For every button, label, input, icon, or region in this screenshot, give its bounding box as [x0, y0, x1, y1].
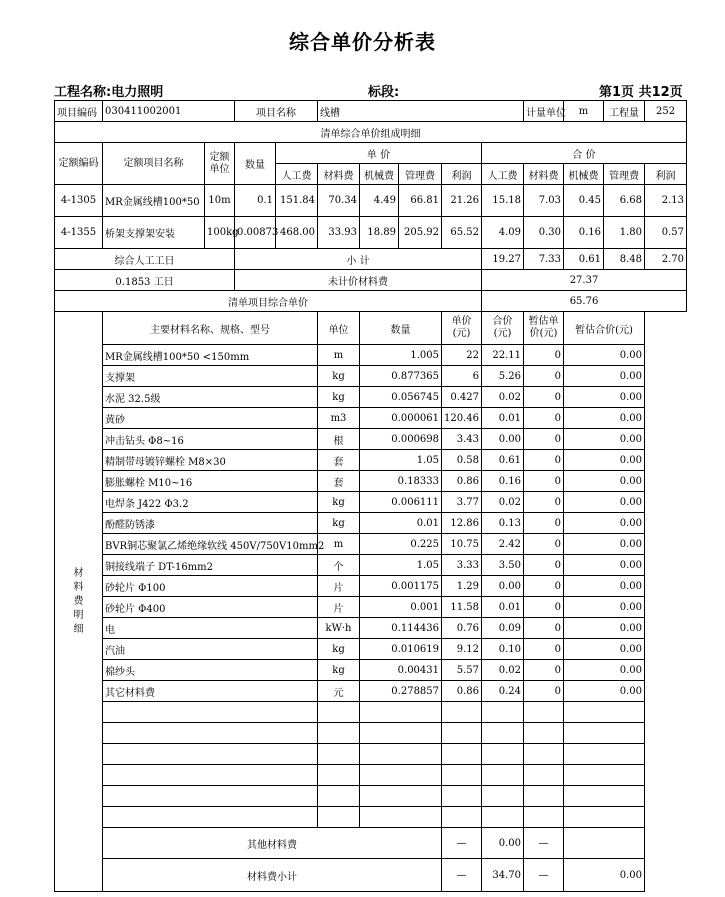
- quota-machine: 4.49: [360, 185, 399, 217]
- material-unit: kg: [318, 366, 360, 387]
- material-row: [55, 555, 687, 576]
- material-est-price: 0: [524, 576, 564, 597]
- quota-management: 66.81: [399, 185, 442, 217]
- material-total: 0.01: [482, 408, 524, 429]
- material-est-total: 0.00: [564, 681, 645, 702]
- material-price: 6: [442, 366, 482, 387]
- quota-row: [55, 217, 687, 249]
- material-row: [55, 450, 687, 471]
- material-total: [482, 702, 524, 723]
- quota-labor: 151.84: [276, 185, 318, 217]
- material-price: 3.43: [442, 429, 482, 450]
- quota-t-labor: 4.09: [482, 217, 524, 249]
- material-row: [55, 492, 687, 513]
- material-qty: 0.18333: [360, 471, 442, 492]
- item-unit: m: [564, 101, 604, 122]
- material-price: 0.427: [442, 387, 482, 408]
- material-row: [55, 513, 687, 534]
- material-name: [103, 765, 318, 786]
- material-est-price: 0: [524, 345, 564, 366]
- workdays: 0.1853 工日: [55, 270, 235, 291]
- material-est-total: 0.00: [564, 534, 645, 555]
- material-est-total: 0.00: [564, 387, 645, 408]
- material-price: 3.33: [442, 555, 482, 576]
- material-est-price: 0: [524, 366, 564, 387]
- material-price: 0.76: [442, 618, 482, 639]
- material-unit: m: [318, 345, 360, 366]
- material-unit: 片: [318, 576, 360, 597]
- material-side-label: 材 料 费 明 细: [55, 312, 103, 892]
- material-total: 0.10: [482, 639, 524, 660]
- material-total: 0.01: [482, 597, 524, 618]
- material-total: 0.00: [482, 576, 524, 597]
- material-unit: kg: [318, 639, 360, 660]
- material-detail: [55, 312, 687, 892]
- material-unit: m: [318, 534, 360, 555]
- subtotal-labor: 19.27: [482, 249, 524, 270]
- material-qty: 0.01: [360, 513, 442, 534]
- material-qty: 1.005: [360, 345, 442, 366]
- header-t-material: 材料费: [524, 164, 564, 185]
- material-total: 0.13: [482, 513, 524, 534]
- material-subtotal-row: [55, 859, 687, 892]
- material-price: 3.77: [442, 492, 482, 513]
- quota-t-machine: 0.16: [564, 217, 604, 249]
- header-t-machine: 机械费: [564, 164, 604, 185]
- material-name: [103, 744, 318, 765]
- material-price: 120.46: [442, 408, 482, 429]
- material-name: 精制带母镀锌螺栓 M8×30: [103, 450, 318, 471]
- material-total: 0.02: [482, 387, 524, 408]
- material-total: 0.00: [482, 429, 524, 450]
- material-price: [442, 807, 482, 828]
- unpriced-label: 未计价材料费: [235, 270, 482, 291]
- material-price: 22: [442, 345, 482, 366]
- material-unit: kg: [318, 387, 360, 408]
- material-qty: 0.056745: [360, 387, 442, 408]
- material-price: 1.29: [442, 576, 482, 597]
- material-empty-row: [55, 702, 687, 723]
- material-qty: [360, 786, 442, 807]
- material-name: 冲击钻头 Φ8~16: [103, 429, 318, 450]
- material-name: 支撑架: [103, 366, 318, 387]
- quota-code: 4-1355: [55, 217, 103, 249]
- quota-qty: 0.00873: [235, 217, 276, 249]
- material-name: 砂轮片 Φ100: [103, 576, 318, 597]
- material-est-price: [524, 807, 564, 828]
- material-subtotal-row-price: —: [442, 859, 482, 892]
- header-material-price: 单价(元): [442, 312, 482, 345]
- header-labor: 人工费: [276, 164, 318, 185]
- quota-name: 桥架支撑架安装: [103, 217, 205, 249]
- material-est-price: 0: [524, 555, 564, 576]
- material-est-total: [564, 807, 645, 828]
- material-price: 11.58: [442, 597, 482, 618]
- material-est-total: [564, 723, 645, 744]
- material-row: [55, 597, 687, 618]
- material-price: [442, 723, 482, 744]
- material-qty: [360, 702, 442, 723]
- material-name: 汽油: [103, 639, 318, 660]
- material-price: [442, 786, 482, 807]
- material-empty-row: [55, 786, 687, 807]
- material-unit: 个: [318, 555, 360, 576]
- material-unit: kg: [318, 513, 360, 534]
- quota-qty: 0.1: [235, 185, 276, 217]
- material-est-total: [564, 786, 645, 807]
- material-qty: 0.114436: [360, 618, 442, 639]
- material-name: 棉纱头: [103, 660, 318, 681]
- material-row: [55, 387, 687, 408]
- material-unit: [318, 786, 360, 807]
- material-total: [482, 786, 524, 807]
- material-name: MR金属线槽100*50 <150mm: [103, 345, 318, 366]
- analysis-table: [54, 100, 687, 892]
- material-row: [55, 618, 687, 639]
- quota-material: 33.93: [318, 217, 360, 249]
- detail-section-title: 清单综合单价组成明细: [55, 122, 687, 143]
- material-est-price: 0: [524, 408, 564, 429]
- material-total: 0.24: [482, 681, 524, 702]
- header-material-est-total: 暂估合价(元): [564, 312, 645, 345]
- header-material-name: 主要材料名称、规格、型号: [103, 312, 318, 345]
- material-qty: 1.05: [360, 555, 442, 576]
- other-material-row-est-price: —: [524, 828, 564, 859]
- header-t-profit: 利润: [645, 164, 687, 185]
- material-qty: 1.05: [360, 450, 442, 471]
- material-est-total: 0.00: [564, 555, 645, 576]
- material-row: [55, 345, 687, 366]
- quota-t-material: 0.30: [524, 217, 564, 249]
- material-est-price: 0: [524, 450, 564, 471]
- material-est-price: [524, 702, 564, 723]
- material-total: [482, 744, 524, 765]
- material-total: 0.02: [482, 660, 524, 681]
- material-empty-row: [55, 744, 687, 765]
- material-subtotal-row-est-total: 0.00: [564, 859, 645, 892]
- material-price: 0.58: [442, 450, 482, 471]
- material-row: [55, 408, 687, 429]
- material-row: [55, 429, 687, 450]
- material-price: 10.75: [442, 534, 482, 555]
- material-unit: m3: [318, 408, 360, 429]
- material-total: 0.02: [482, 492, 524, 513]
- material-row: [55, 639, 687, 660]
- material-total: [482, 723, 524, 744]
- subtotal-material: 7.33: [524, 249, 564, 270]
- material-est-total: [564, 702, 645, 723]
- material-qty: [360, 723, 442, 744]
- material-est-total: 0.00: [564, 492, 645, 513]
- material-qty: 0.278857: [360, 681, 442, 702]
- material-est-total: 0.00: [564, 618, 645, 639]
- quota-t-profit: 0.57: [645, 217, 687, 249]
- quota-header-row-1: [55, 143, 687, 164]
- material-qty: 0.000061: [360, 408, 442, 429]
- material-total: [482, 765, 524, 786]
- material-est-total: 0.00: [564, 366, 645, 387]
- material-header-row: [55, 312, 687, 345]
- subtotal-label: 小 计: [235, 249, 482, 270]
- material-name: 水泥 32.5级: [103, 387, 318, 408]
- header-material-total: 合价(元): [482, 312, 524, 345]
- project-name: [54, 81, 163, 100]
- quota-code: 4-1305: [55, 185, 103, 217]
- material-qty: 0.006111: [360, 492, 442, 513]
- material-unit: [318, 807, 360, 828]
- material-subtotal-row-est-price: —: [524, 859, 564, 892]
- material-est-price: 0: [524, 429, 564, 450]
- header-quota-qty: 数量: [235, 143, 276, 185]
- material-est-price: 0: [524, 534, 564, 555]
- material-total: 0.09: [482, 618, 524, 639]
- material-price: [442, 702, 482, 723]
- material-qty: [360, 807, 442, 828]
- material-price: 12.86: [442, 513, 482, 534]
- material-name: 铜接线端子 DT-16mm2: [103, 555, 318, 576]
- material-unit: kW·h: [318, 618, 360, 639]
- material-qty: 0.001175: [360, 576, 442, 597]
- item-code-label: 项目编码: [55, 101, 103, 122]
- material-name: 砂轮片 Φ400: [103, 597, 318, 618]
- material-qty: 0.00431: [360, 660, 442, 681]
- unpriced-row: [55, 270, 687, 291]
- material-est-total: 0.00: [564, 471, 645, 492]
- material-total: 0.16: [482, 471, 524, 492]
- quota-name: MR金属线槽100*50: [103, 185, 205, 217]
- material-est-price: [524, 723, 564, 744]
- material-row: [55, 681, 687, 702]
- quota-t-management: 6.68: [604, 185, 645, 217]
- unit-price-value: 65.76: [482, 291, 687, 312]
- header-quota-name: 定额项目名称: [103, 143, 205, 185]
- header-unit-price: 单 价: [276, 143, 482, 164]
- subtotal-row: [55, 249, 687, 270]
- material-est-total: 0.00: [564, 408, 645, 429]
- material-est-total: 0.00: [564, 429, 645, 450]
- quota-machine: 18.89: [360, 217, 399, 249]
- material-unit: 套: [318, 471, 360, 492]
- material-est-total: 0.00: [564, 660, 645, 681]
- header-material: 材料费: [318, 164, 360, 185]
- project-label: 工程名称:: [54, 85, 112, 100]
- material-est-total: 0.00: [564, 345, 645, 366]
- material-price: 0.86: [442, 471, 482, 492]
- material-name: [103, 723, 318, 744]
- material-est-price: 0: [524, 492, 564, 513]
- quota-profit: 21.26: [442, 185, 482, 217]
- item-qty-label: 工程量: [604, 101, 645, 122]
- quota-t-labor: 15.18: [482, 185, 524, 217]
- other-material-row-total: 0.00: [482, 828, 524, 859]
- material-name: 膨胀螺栓 M10~16: [103, 471, 318, 492]
- header-material-qty: 数量: [360, 312, 442, 345]
- material-est-total: 0.00: [564, 450, 645, 471]
- material-name: [103, 786, 318, 807]
- material-qty: 0.010619: [360, 639, 442, 660]
- material-name: 其它材料费: [103, 681, 318, 702]
- quota-profit: 65.52: [442, 217, 482, 249]
- material-name: 黄砂: [103, 408, 318, 429]
- quota-labor: 468.00: [276, 217, 318, 249]
- header-machine: 机械费: [360, 164, 399, 185]
- project-value: 电力照明: [111, 85, 164, 100]
- material-est-price: 0: [524, 618, 564, 639]
- unpriced-value: 27.37: [482, 270, 687, 291]
- subtotal-machine: 0.61: [564, 249, 604, 270]
- header-t-labor: 人工费: [482, 164, 524, 185]
- other-material-row-label: 其他材料费: [103, 828, 442, 859]
- quota-t-material: 7.03: [524, 185, 564, 217]
- item-code: 030411002001: [103, 101, 235, 122]
- material-qty: 0.225: [360, 534, 442, 555]
- material-name: [103, 702, 318, 723]
- material-est-price: 0: [524, 639, 564, 660]
- material-name: BVR铜芯聚氯乙烯绝缘软线 450V/750V10mm2: [103, 534, 318, 555]
- material-unit: kg: [318, 492, 360, 513]
- material-est-price: [524, 765, 564, 786]
- material-est-price: [524, 744, 564, 765]
- material-qty: 0.877365: [360, 366, 442, 387]
- quota-row: [55, 185, 687, 217]
- material-qty: 0.000698: [360, 429, 442, 450]
- other-material-row-est-total: [564, 828, 645, 859]
- item-qty: 252: [645, 101, 687, 122]
- material-row: [55, 576, 687, 597]
- material-est-total: 0.00: [564, 513, 645, 534]
- material-name: [103, 807, 318, 828]
- material-total: [482, 807, 524, 828]
- material-unit: 根: [318, 429, 360, 450]
- material-qty: [360, 765, 442, 786]
- material-unit: [318, 744, 360, 765]
- material-total: 22.11: [482, 345, 524, 366]
- material-price: [442, 744, 482, 765]
- material-subtotal-row-total: 34.70: [482, 859, 524, 892]
- material-est-price: 0: [524, 660, 564, 681]
- quota-t-machine: 0.45: [564, 185, 604, 217]
- material-empty-row: [55, 765, 687, 786]
- material-unit: 元: [318, 681, 360, 702]
- material-est-total: 0.00: [564, 576, 645, 597]
- material-total: 5.26: [482, 366, 524, 387]
- material-row: [55, 366, 687, 387]
- item-info-row: [55, 101, 687, 122]
- quota-unit: 100kg: [205, 217, 235, 249]
- quota-unit: 10m: [205, 185, 235, 217]
- material-unit: kg: [318, 660, 360, 681]
- material-qty: [360, 744, 442, 765]
- material-price: [442, 765, 482, 786]
- material-qty: 0.001: [360, 597, 442, 618]
- material-est-total: [564, 765, 645, 786]
- quota-t-profit: 2.13: [645, 185, 687, 217]
- material-unit: [318, 702, 360, 723]
- material-name: 酚醛防锈漆: [103, 513, 318, 534]
- material-est-price: 0: [524, 597, 564, 618]
- subtotal-management: 8.48: [604, 249, 645, 270]
- material-price: 5.57: [442, 660, 482, 681]
- material-row: [55, 660, 687, 681]
- material-row: [55, 534, 687, 555]
- material-est-price: [524, 786, 564, 807]
- material-unit: 套: [318, 450, 360, 471]
- header-profit: 利润: [442, 164, 482, 185]
- other-material-row: [55, 828, 687, 859]
- material-name: 电: [103, 618, 318, 639]
- header-material-est-price: 暂估单价(元): [524, 312, 564, 345]
- material-empty-row: [55, 723, 687, 744]
- section-label: 标段:: [368, 85, 400, 100]
- material-est-total: 0.00: [564, 597, 645, 618]
- header-quota-code: 定额编码: [55, 143, 103, 185]
- detail-section-row: [55, 122, 687, 143]
- material-unit: 片: [318, 597, 360, 618]
- item-name-label: 项目名称: [235, 101, 318, 122]
- item-unit-label: 计量单位: [524, 101, 564, 122]
- unit-price-label: 清单项目综合单价: [55, 291, 482, 312]
- material-total: 0.61: [482, 450, 524, 471]
- material-empty-row: [55, 807, 687, 828]
- material-est-total: 0.00: [564, 639, 645, 660]
- quota-management: 205.92: [399, 217, 442, 249]
- header-total-price: 合 价: [482, 143, 687, 164]
- quota-material: 70.34: [318, 185, 360, 217]
- material-unit: [318, 765, 360, 786]
- page-info: 第1页 共12页: [599, 85, 683, 100]
- page-title: 综合单价分析表: [289, 30, 436, 54]
- material-name: 电焊条 J422 Φ3.2: [103, 492, 318, 513]
- material-unit: [318, 723, 360, 744]
- material-price: 0.86: [442, 681, 482, 702]
- subtotal-profit: 2.70: [645, 249, 687, 270]
- material-row: [55, 471, 687, 492]
- material-est-total: [564, 744, 645, 765]
- header-material-unit: 单位: [318, 312, 360, 345]
- unit-price-row: [55, 291, 687, 312]
- material-price: 9.12: [442, 639, 482, 660]
- quota-t-management: 1.80: [604, 217, 645, 249]
- material-est-price: 0: [524, 471, 564, 492]
- labor-price-label: 综合人工工日: [55, 249, 235, 270]
- material-est-price: 0: [524, 387, 564, 408]
- material-est-price: 0: [524, 681, 564, 702]
- material-total: 3.50: [482, 555, 524, 576]
- header-t-management: 管理费: [604, 164, 645, 185]
- header-quota-unit: 定额单位: [205, 143, 235, 185]
- other-material-row-price: —: [442, 828, 482, 859]
- material-subtotal-row-label: 材料费小计: [103, 859, 442, 892]
- material-est-price: 0: [524, 513, 564, 534]
- header-management: 管理费: [399, 164, 442, 185]
- item-name: 线槽: [318, 101, 524, 122]
- material-total: 2.42: [482, 534, 524, 555]
